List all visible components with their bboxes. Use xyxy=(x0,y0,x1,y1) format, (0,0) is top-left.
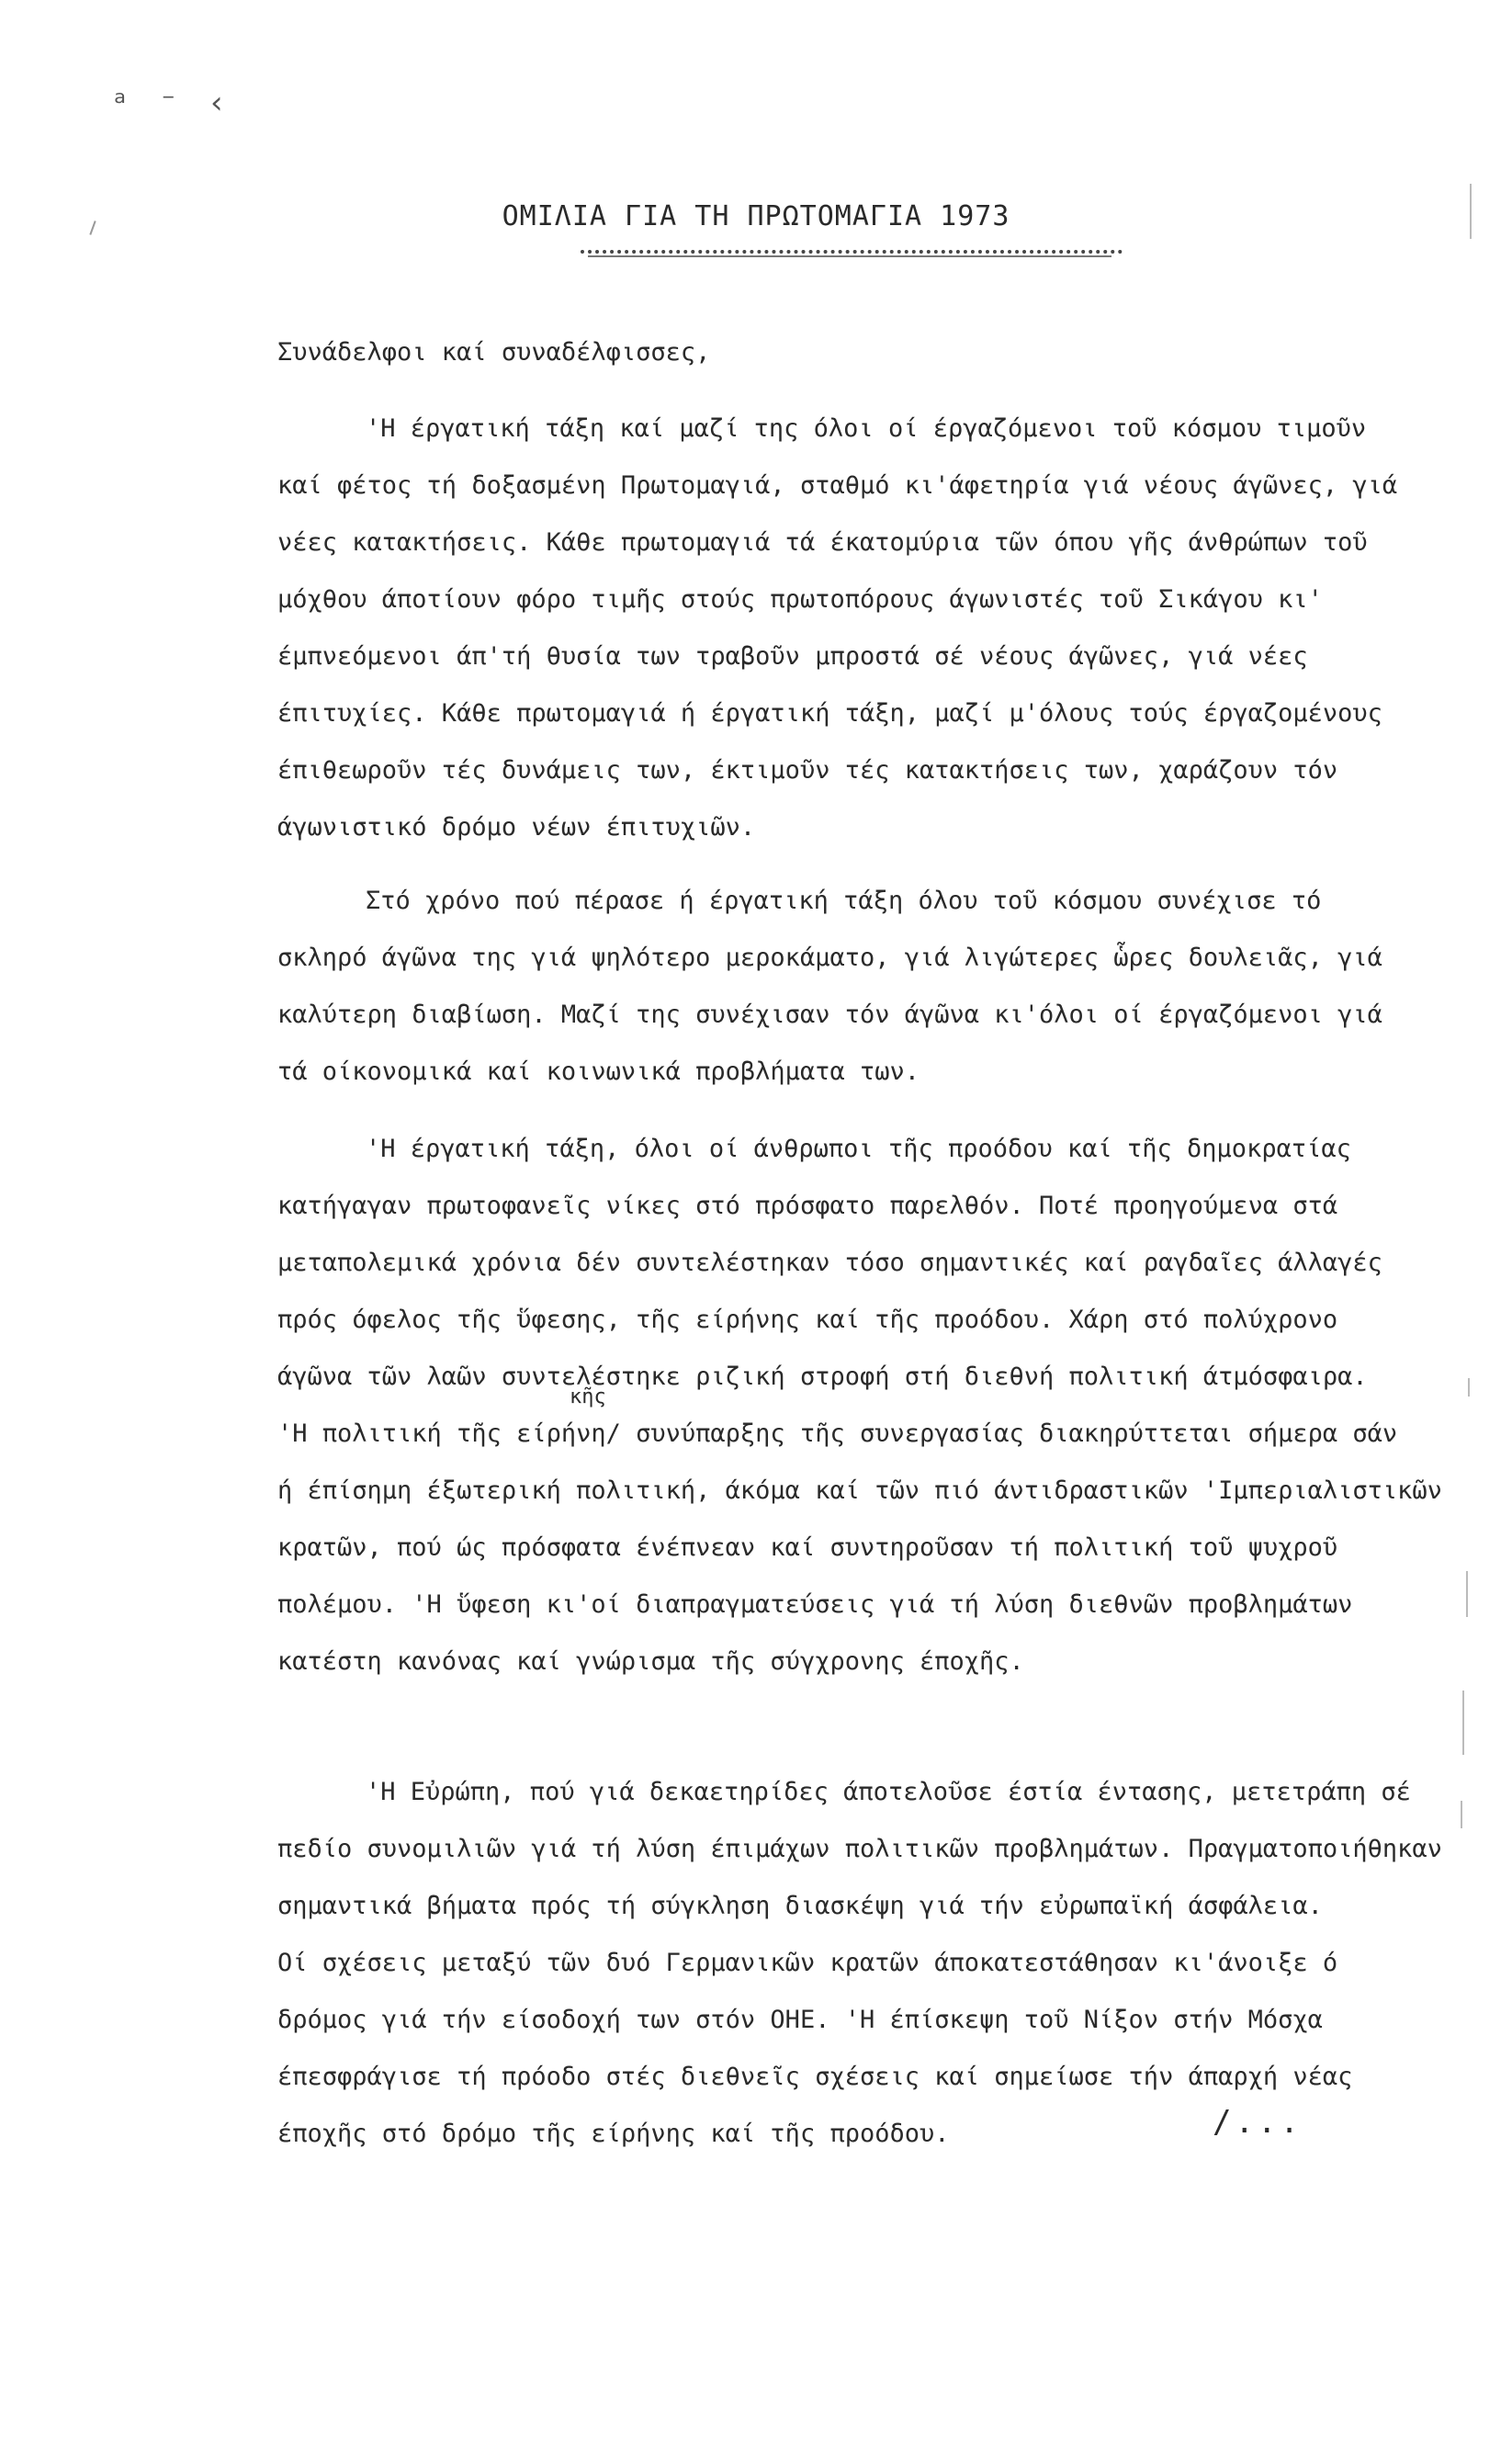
paragraph-line: κρατῶν, πού ώς πρόσφατα ένέπνεαν καί συντηροῦσαν τή πολιτική τοῦ ψυχροῦ xyxy=(277,1533,1338,1562)
paragraph-2 xyxy=(277,873,1462,1101)
paragraph-line: έπιθεωροῦν τές δυνάμεις των, έκτιμοῦν τές κατακτήσεις των, χαράζουν τόν xyxy=(277,756,1338,785)
paragraph-line: κατέστη κανόνας καί γνώρισμα τῆς σύγχρονης έποχῆς. xyxy=(277,1647,1024,1676)
paragraph-line: πεδίο συνομιλιῶν γιά τή λύση έπιμάχων πολιτικῶν προβλημάτων. Πραγματοποιήθηκαν xyxy=(277,1835,1442,1863)
paragraph-3 xyxy=(277,1121,1462,1691)
paragraph-line: μόχθου άποτίουν φόρο τιμῆς στούς πρωτοπόρους άγωνιστές τοῦ Σικάγου κι' xyxy=(277,585,1323,614)
title-underline-second xyxy=(588,255,1111,257)
paragraph-line: Στό χρόνο πού πέρασε ή έργατική τάξη όλου τοῦ κόσμου συνέχισε τό xyxy=(366,887,1322,915)
paragraph-line: πολέμου. 'Η ὕφεση κι'οί διαπραγματεύσεις γιά τή λύση διεθνῶν προβλημάτων xyxy=(277,1590,1353,1619)
paragraph-line: έπεσφράγισε τή πρόοδο στές διεθνεῖς σχέσεις καί σημείωσε τήν άπαρχή νέας xyxy=(277,2063,1353,2091)
document-title: ΟΜΙΛΙΑ ΓΙΑ ΤΗ ΠΡΩΤΟΜΑΓΙΑ 1973 xyxy=(502,200,1010,232)
paragraph-line: καί φέτος τή δοξασμένη Πρωτομαγιά, σταθμό κι'άφετηρία γιά νέους άγῶνες, γιά xyxy=(277,471,1398,500)
paragraph-line: Οί σχέσεις μεταξύ τῶν δυό Γερμανικῶν κρατῶν άποκατεστάθησαν κι'άνοιξε ό xyxy=(277,1949,1338,1977)
salutation: Συνάδελφοι καί συναδέλφισσες, xyxy=(277,338,711,367)
paragraph-line: τά οίκονομικά καί κοινωνικά προβλήματα των. xyxy=(277,1057,920,1086)
paragraph-line: 'Η Εὐρώπη, πού γιά δεκαετηρίδες άποτελοῦσε έστία έντασης, μετετράπη σέ xyxy=(366,1778,1411,1806)
title-underline xyxy=(581,250,1123,254)
handwritten-insertion: κῆς xyxy=(570,1385,606,1408)
paragraph-line: δρόμος γιά τήν είσοδοχή των στόν ΟΗΕ. 'Η έπίσκεψη τοῦ Νίξον στήν Μόσχα xyxy=(277,2006,1323,2034)
paragraph-line: άγωνιστικό δρόμο νέων έπιτυχιῶν. xyxy=(277,813,756,842)
paragraph-line: σκληρό άγῶνα της γιά ψηλότερο μεροκάματο, γιά λιγώτερες ὧρες δουλειᾶς, γιά xyxy=(277,944,1382,972)
paragraph-line: έποχῆς στό δρόμο τῆς είρήνης καί τῆς προόδου. xyxy=(277,2120,950,2148)
paragraph-line: σημαντικά βήματα πρός τή σύγκληση διασκέψη γιά τήν εὐρωπαϊκή άσφάλεια. xyxy=(277,1892,1323,1920)
paragraph-line: έπιτυχίες. Κάθε πρωτομαγιά ή έργατική τάξη, μαζί μ'όλους τούς έργαζομένους xyxy=(277,699,1382,728)
scan-speck xyxy=(1462,1691,1464,1755)
paragraph-line: νέες κατακτήσεις. Κάθε πρωτομαγιά τά έκατομύρια τῶν όπου γῆς άνθρώπων τοῦ xyxy=(277,528,1368,557)
scan-speck xyxy=(1468,1378,1470,1397)
scan-speck xyxy=(1461,1801,1462,1828)
paragraph-4 xyxy=(277,1764,1462,2163)
corner-mark: ᵃ ⁻ ‹ xyxy=(110,85,232,121)
paragraph-line: 'Η πολιτική τῆς είρήνη/ συνύπαρξης τῆς συνεργασίας διακηρύττεται σήμερα σάν xyxy=(277,1419,1398,1448)
paragraph-line: 'Η έργατική τάξη, όλοι οί άνθρωποι τῆς προόδου καί τῆς δημοκρατίας xyxy=(366,1135,1351,1163)
paragraph-1 xyxy=(277,401,1462,856)
scan-speck xyxy=(1466,1571,1468,1617)
paragraph-line: κατήγαγαν πρωτοφανεῖς νίκες στό πρόσφατο παρελθόν. Ποτέ προηγούμενα στά xyxy=(277,1192,1338,1220)
paragraph-line: καλύτερη διαβίωση. Μαζί της συνέχισαν τόν άγῶνα κι'όλοι οί έργαζόμενοι γιά xyxy=(277,1001,1382,1029)
page-continuation-mark: /... xyxy=(1213,2104,1303,2141)
paragraph-line: πρός όφελος τῆς ὕφεσης, τῆς είρήνης καί τῆς προόδου. Χάρη στό πολύχρονο xyxy=(277,1306,1338,1334)
scan-speck xyxy=(1470,184,1472,239)
paragraph-line: έμπνεόμενοι άπ'τή θυσία των τραβοῦν μπροστά σέ νέους άγῶνες, γιά νέες xyxy=(277,642,1308,671)
paragraph-line: ή έπίσημη έξωτερική πολιτική, άκόμα καί τῶν πιό άντιδραστικῶν 'Ιμπεριαλιστικῶν xyxy=(277,1476,1442,1505)
paragraph-line: άγῶνα τῶν λαῶν συντελέστηκε ριζική στροφή στή διεθνή πολιτική άτμόσφαιρα. xyxy=(277,1363,1368,1391)
paragraph-line: 'Η έργατική τάξη καί μαζί της όλοι οί έργαζόμενοι τοῦ κόσμου τιμοῦν xyxy=(366,414,1367,443)
paragraph-line: μεταπολεμικά χρόνια δέν συντελέστηκαν τόσο σημαντικές καί ραγδαῖες άλλαγές xyxy=(277,1249,1382,1277)
